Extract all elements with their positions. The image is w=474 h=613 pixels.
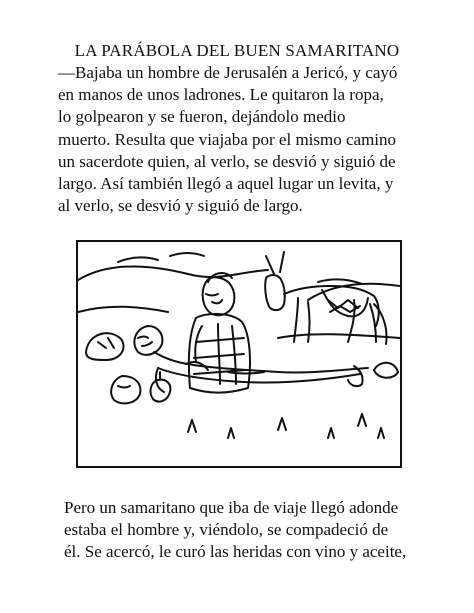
grass (188, 414, 384, 438)
text-line: un sacerdote quien, al verlo, se desvió y siguió de (58, 151, 396, 171)
text-line: lo golpearon y se fueron, dejándolo medio (58, 107, 346, 127)
donkey (265, 252, 386, 344)
wounded-man (134, 326, 368, 392)
text-line: muerto. Resulta que viajaba por el mismo camino (58, 129, 397, 149)
text-line: él. Se acercó, le curó las heridas con vino y aceite, (64, 542, 407, 562)
samaritan-illustration (76, 240, 402, 468)
text-line: estaba el hombre y, viéndolo, se compadeció de (64, 520, 389, 540)
paragraph-intro (58, 62, 397, 217)
samaritan (189, 273, 250, 392)
text-line: —Bajaba un hombre de Jerusalén a Jericó, y cayó (58, 63, 398, 82)
oil-jar (111, 376, 140, 403)
text-line: al verlo, se desvió y siguió de largo. (58, 196, 303, 216)
text-line: Pero un samaritano que iba de viaje llegó adonde (64, 498, 399, 517)
page-title: LA PARÁBOLA DEL BUEN SAMARITANO (74, 41, 400, 60)
text-line: en manos de unos ladrones. Le quitaron la ropa, (58, 85, 384, 105)
wine-jug (151, 372, 171, 402)
paragraph-samaritan (64, 497, 406, 564)
text-line: largo. Así también llegó a aquel lugar un levita, y (58, 174, 394, 194)
